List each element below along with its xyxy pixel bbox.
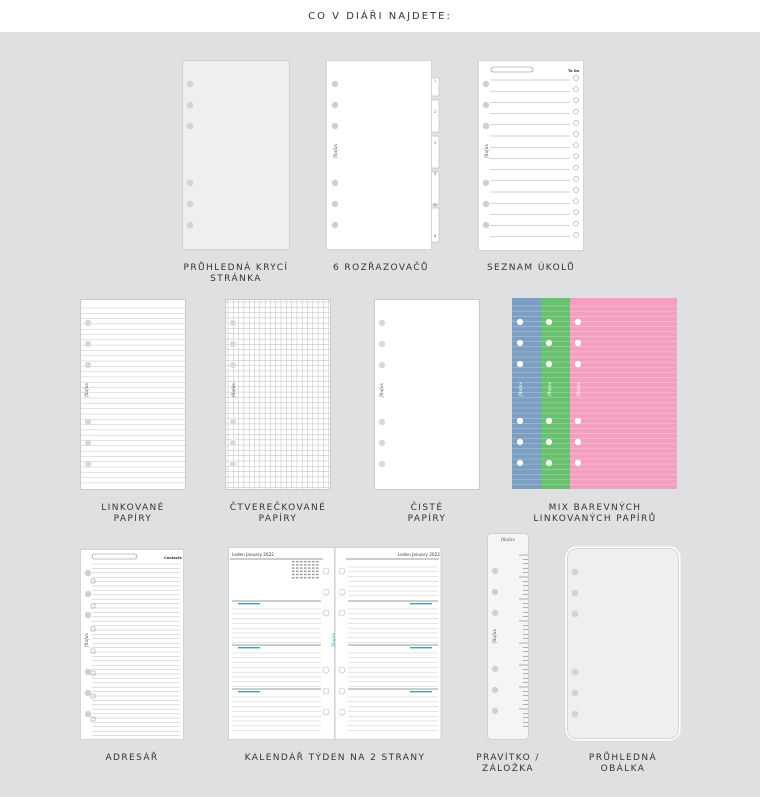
brand-mark: filofax: [501, 538, 516, 543]
tab-number: 3: [434, 141, 437, 145]
caption-plain: ČISTÉ PAPÍRY: [407, 503, 447, 524]
caption-address: ADRESÁŘ: [105, 753, 159, 763]
brand-mark: filofax: [493, 628, 498, 643]
product-transparent-cover: [182, 60, 290, 250]
product-calendar: [228, 547, 442, 740]
colored-paper-icon: [512, 298, 677, 489]
page-heading: CO V DIÁŘI NAJDETE:: [308, 11, 452, 22]
todo-list-icon: [478, 60, 584, 251]
grid-paper-icon: [225, 299, 331, 490]
product-dividers: [326, 60, 441, 252]
caption-colored: MIX BAREVNÝCH LINKOVANÝCH PAPÍRŮ: [533, 503, 657, 524]
calendar-title-right: Leden January 2022: [398, 552, 440, 557]
calendar-title: Leden January 2022: [232, 552, 274, 557]
caption-transparent-cover: PRŮHLEDNÁ KRYCÍ STRÁNKA: [183, 263, 289, 284]
caption-grid: ČTVEREČKOVANÉ PAPÍRY: [229, 503, 327, 524]
brand-mark: filofax: [232, 382, 237, 397]
caption-envelope: PRŮHLEDNÁ OBÁLKA: [588, 753, 658, 774]
brand-mark: filofax: [548, 381, 553, 396]
plain-paper-icon: [374, 299, 480, 490]
brand-mark: filofax: [519, 381, 524, 396]
tab-number: 1: [434, 79, 437, 83]
address-book-icon: [80, 549, 184, 740]
weekly-calendar-icon: [228, 547, 442, 740]
product-lined: [80, 299, 186, 490]
brand-mark: filofax: [485, 143, 490, 158]
tab-number: 6: [434, 234, 437, 238]
product-envelope: [566, 547, 680, 740]
brand-mark: filofax: [380, 382, 385, 397]
product-address: [80, 549, 184, 740]
transparent-envelope-icon: [566, 547, 680, 740]
caption-dividers: 6 ROZŘAZOVAČŮ: [333, 263, 429, 273]
tab-number: 4: [434, 172, 437, 176]
product-ruler: [487, 533, 529, 740]
brand-mark: filofax: [85, 632, 90, 647]
product-plain: [374, 299, 480, 490]
transparent-cover-sheet-icon: [182, 60, 290, 250]
header-bar: [0, 0, 760, 32]
caption-ruler: PRAVÍTKO / ZÁLOŽKA: [476, 753, 540, 774]
contacts-title: Contacts: [164, 556, 182, 560]
brand-mark: filofax: [332, 632, 337, 647]
product-grid: [225, 299, 331, 490]
dividers-icon: [326, 60, 441, 252]
tab-number: 5: [434, 203, 437, 207]
brand-mark: filofax: [577, 381, 582, 396]
todo-title: To Do: [568, 69, 580, 73]
tab-number: 2: [434, 110, 437, 114]
ruler-icon: [487, 533, 529, 740]
lined-paper-icon: [80, 299, 186, 490]
caption-todo: SEZNAM ÚKOLŮ: [486, 263, 576, 273]
brand-mark: filofax: [85, 382, 90, 397]
product-todo: [478, 60, 584, 251]
caption-calendar: KALENDÁŘ TÝDEN NA 2 STRANY: [244, 753, 426, 763]
product-colored: [512, 298, 677, 489]
brand-mark: filofax: [334, 143, 339, 158]
caption-lined: LINKOVANÉ PAPÍRY: [101, 503, 165, 524]
